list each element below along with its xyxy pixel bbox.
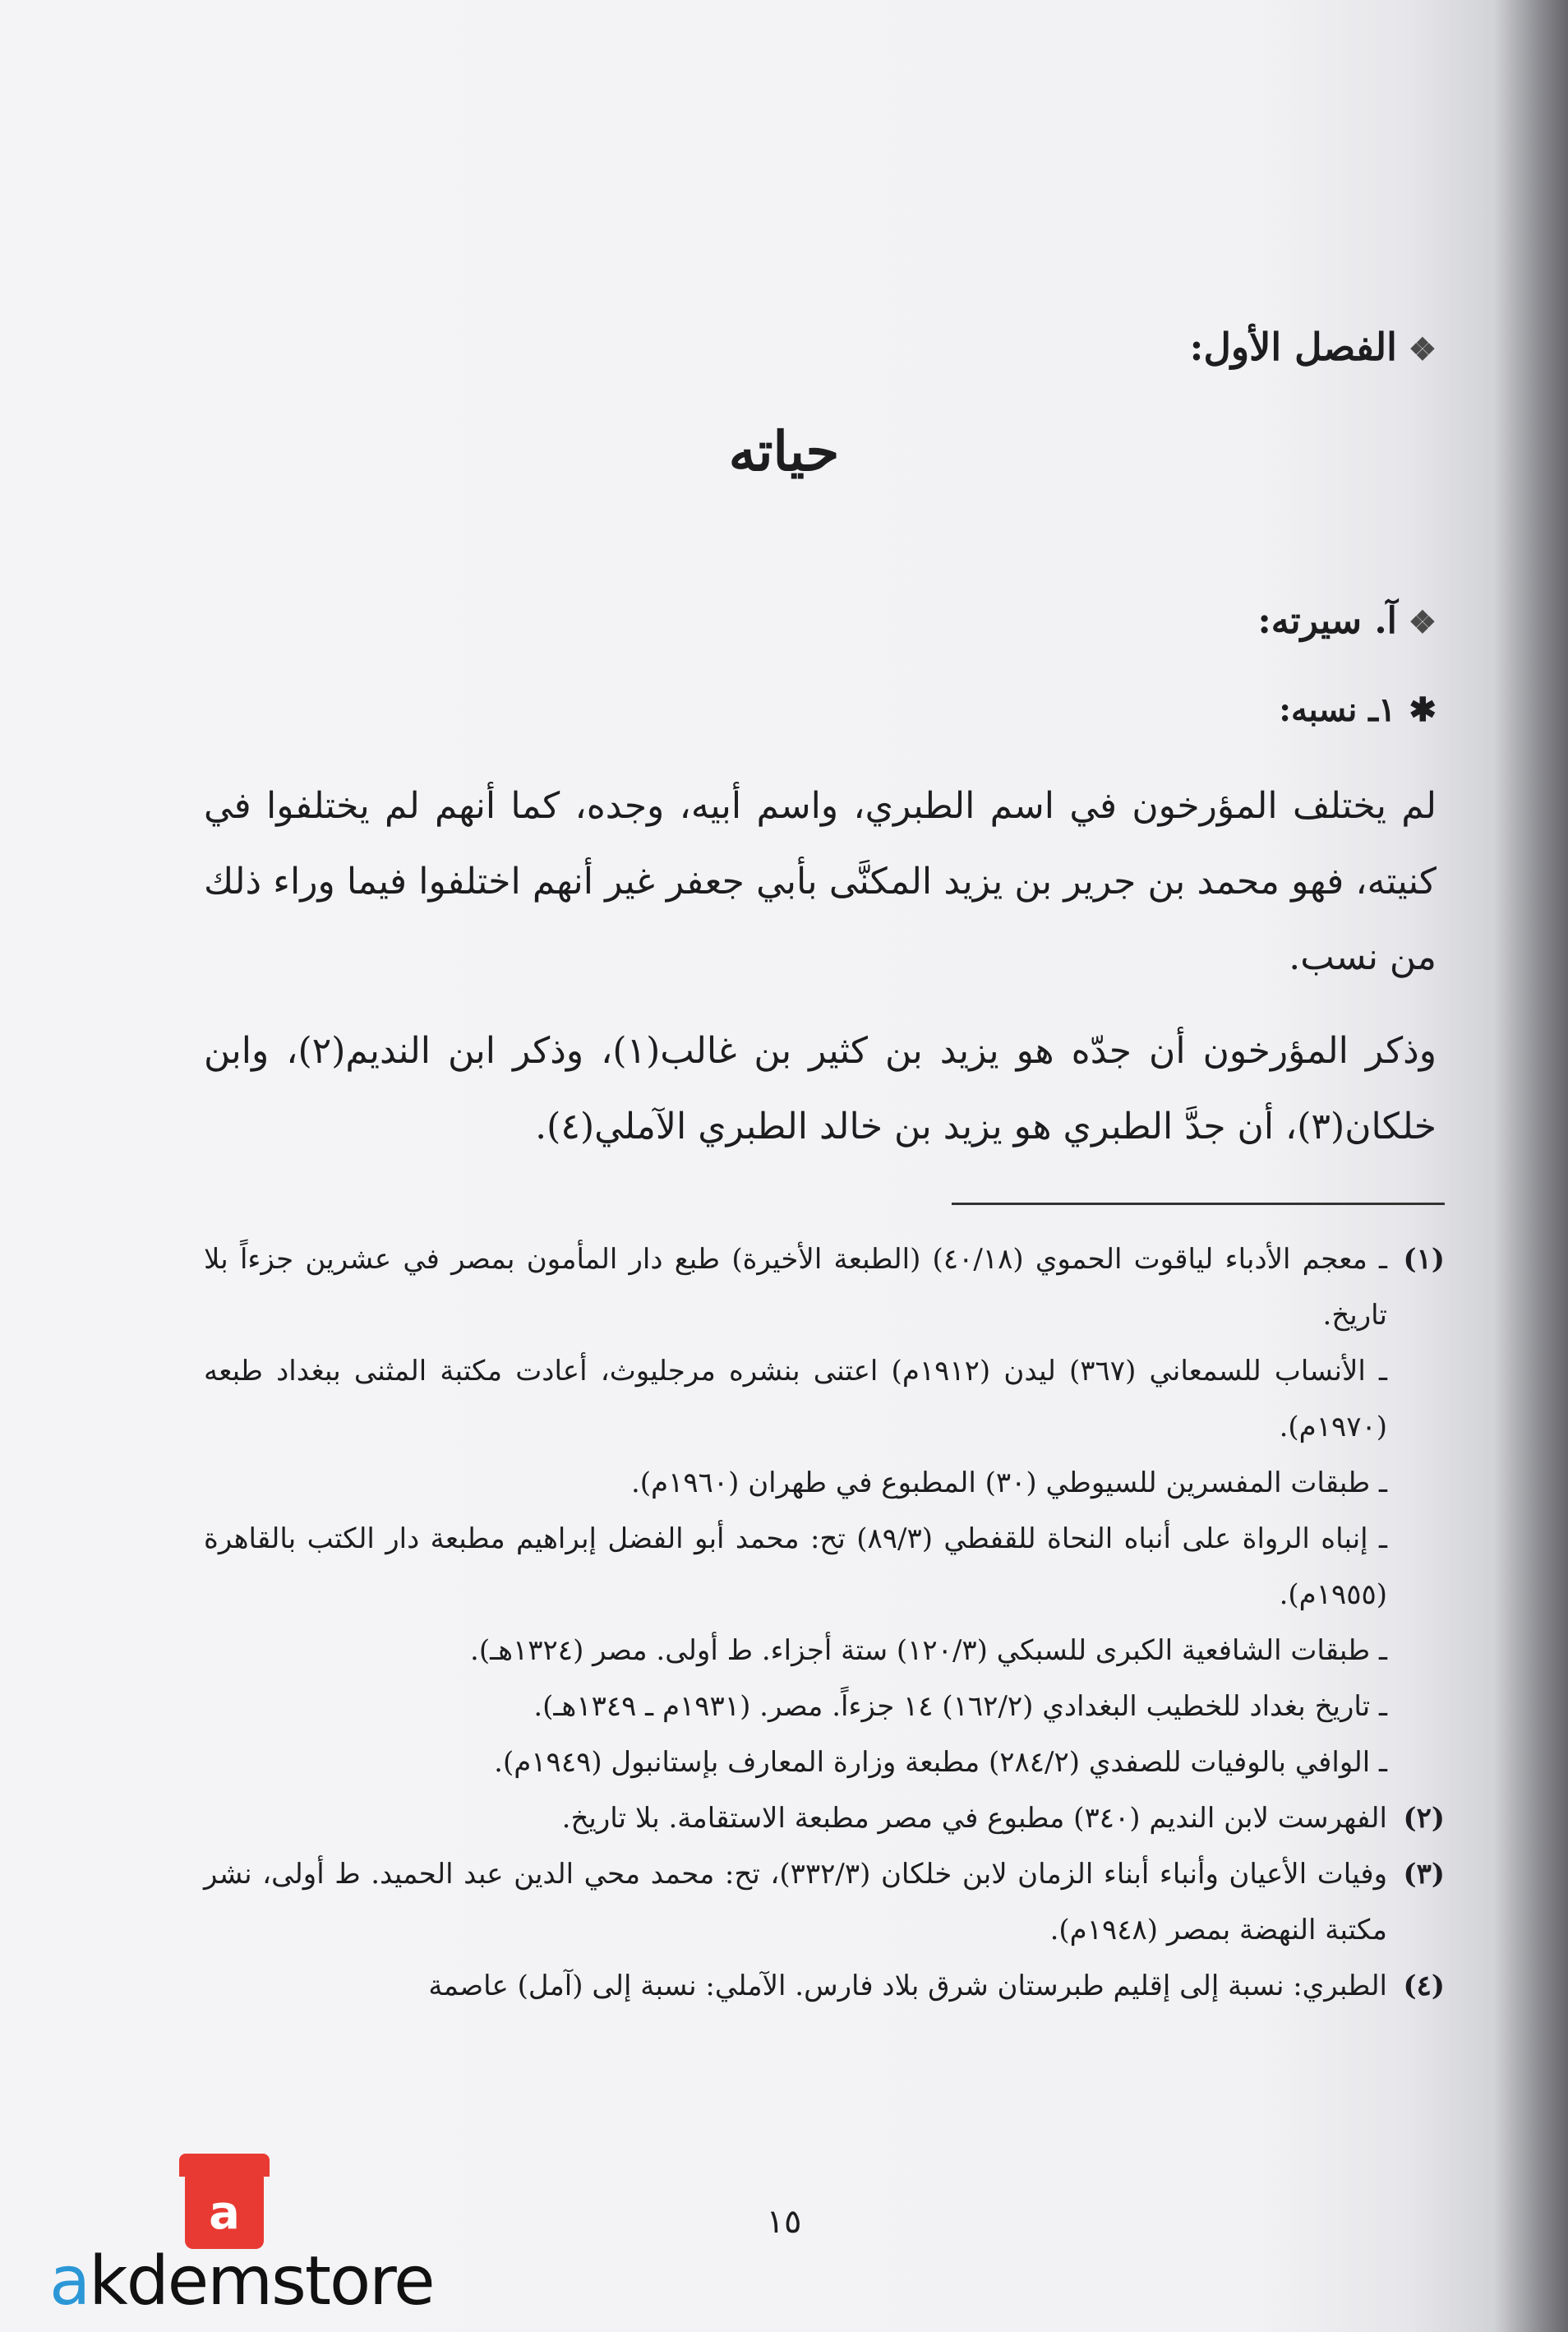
paragraph: وذكر المؤرخون أن جدّه هو يزيد بن كثير بن غالب(١)، وذكر ابن النديم(٢)، وابن خلكان(٣)، أن جدَّ الطبري هو يزيد بن خالد الطبري الآملي(٤). (204, 1030, 1437, 1148)
brand-first-letter: a (49, 2242, 90, 2320)
section-heading-text: آ. سيرته: (1257, 600, 1397, 642)
footnote-number: (٤) (1403, 1970, 1445, 2002)
footnote (204, 1343, 1445, 1455)
footnote-number (1387, 1679, 1445, 1734)
star-bullet-icon: ✱ (1409, 690, 1437, 729)
diamond-bullet-icon: ❖ (1408, 603, 1437, 640)
footnote-text: ـ تاريخ بغداد للخطيب البغدادي (١٦٢/٢) ١٤ جزءاً. مصر. (١٩٣١م ـ ١٣٤٩هـ). (533, 1690, 1387, 1723)
footnote (204, 1511, 1445, 1623)
footnote-text: ـ معجم الأدباء لياقوت الحموي (٤٠/١٨) (الطبعة الأخيرة) طبع دار المأمون بمصر في عشرين جزءاً بلا تاريخ. (204, 1243, 1387, 1332)
footnote-text: ـ طبقات الشافعية الكبرى للسبكي (١٢٠/٣) ستة أجزاء. ط أولى. مصر (١٣٢٤هـ). (470, 1634, 1387, 1667)
footnote-number (1387, 1511, 1445, 1623)
footnote-number: (١) (1403, 1243, 1445, 1276)
subsection-heading-text: ١ـ نسبه: (1279, 690, 1396, 729)
brand-wordmark (49, 2242, 434, 2320)
book-spine-shadow (1494, 0, 1568, 2332)
footnote (204, 1623, 1445, 1679)
page-title: حياته (728, 419, 840, 483)
subsection-heading (697, 690, 1437, 729)
footnote-text: الطبري: نسبة إلى إقليم طبرستان شرق بلاد فارس. الآملي: نسبة إلى (آمل) عاصمة (428, 1970, 1387, 2002)
chapter-heading (697, 325, 1437, 369)
footnote-number (1387, 1623, 1445, 1679)
footnote-divider (952, 1203, 1445, 1205)
footnote (204, 1455, 1445, 1511)
section-heading (697, 600, 1437, 642)
footnote-text: الفهرست لابن النديم (٣٤٠) مطبوع في مصر مطبعة الاستقامة. بلا تاريخ. (561, 1802, 1387, 1835)
footnote (204, 1734, 1445, 1790)
footnote (204, 1790, 1445, 1846)
footnote-number (1387, 1343, 1445, 1455)
footnotes (204, 1231, 1445, 2014)
footnote-number (1387, 1734, 1445, 1790)
footnote (204, 1679, 1445, 1734)
paragraph: لم يختلف المؤرخون في اسم الطبري، واسم أبيه، وجده، كما أنهم لم يختلفوا في كنيته، فهو محمد بن جرير بن يزيد المكنَّى بأبي جعفر غير أنهم اختلفوا فيما وراء ذلك من نسب. (204, 785, 1437, 978)
footnote-text: ـ الأنساب للسمعاني (٣٦٧) ليدن (١٩١٢م) اعتنى بنشره مرجليوث، أعادت مكتبة المثنى ببغداد طبعه (١٩٧٠م). (204, 1355, 1388, 1443)
page-number: ١٥ (766, 2203, 802, 2241)
footnote (204, 1231, 1445, 1343)
footnote-number: (٣) (1403, 1858, 1445, 1891)
diamond-bullet-icon: ❖ (1408, 330, 1437, 367)
footnote (204, 1846, 1445, 1958)
body-text (204, 769, 1437, 1183)
logo-mark: a (209, 2187, 240, 2240)
footnote-text: ـ طبقات المفسرين للسيوطي (٣٠) المطبوع في طهران (١٩٦٠م). (630, 1466, 1387, 1499)
chapter-heading-text: الفصل الأول: (1189, 325, 1397, 369)
footnote-text: ـ الوافي بالوفيات للصفدي (٢٨٤/٢) مطبعة وزارة المعارف بإستانبول (١٩٤٩م). (494, 1746, 1387, 1779)
footnote-text: ـ إنباه الرواة على أنباه النحاة للقفطي (٨٩/٣) تح: محمد أبو الفضل إبراهيم مطبعة دار الكتب بالقاهرة (١٩٥٥م). (204, 1522, 1387, 1611)
store-watermark-logo (49, 2154, 477, 2318)
footnote-text: وفيات الأعيان وأنباء أبناء الزمان لابن خلكان (٣٣٢/٣)، تح: محمد محي الدين عبد الحميد. ط أولى، نشر مكتبة النهضة بمصر (١٩٤٨م). (204, 1858, 1387, 1946)
brand-rest: kdemstore (89, 2242, 434, 2320)
footnote-number: (٢) (1403, 1802, 1445, 1835)
footnote-number (1387, 1455, 1445, 1511)
footnote (204, 1958, 1445, 2014)
